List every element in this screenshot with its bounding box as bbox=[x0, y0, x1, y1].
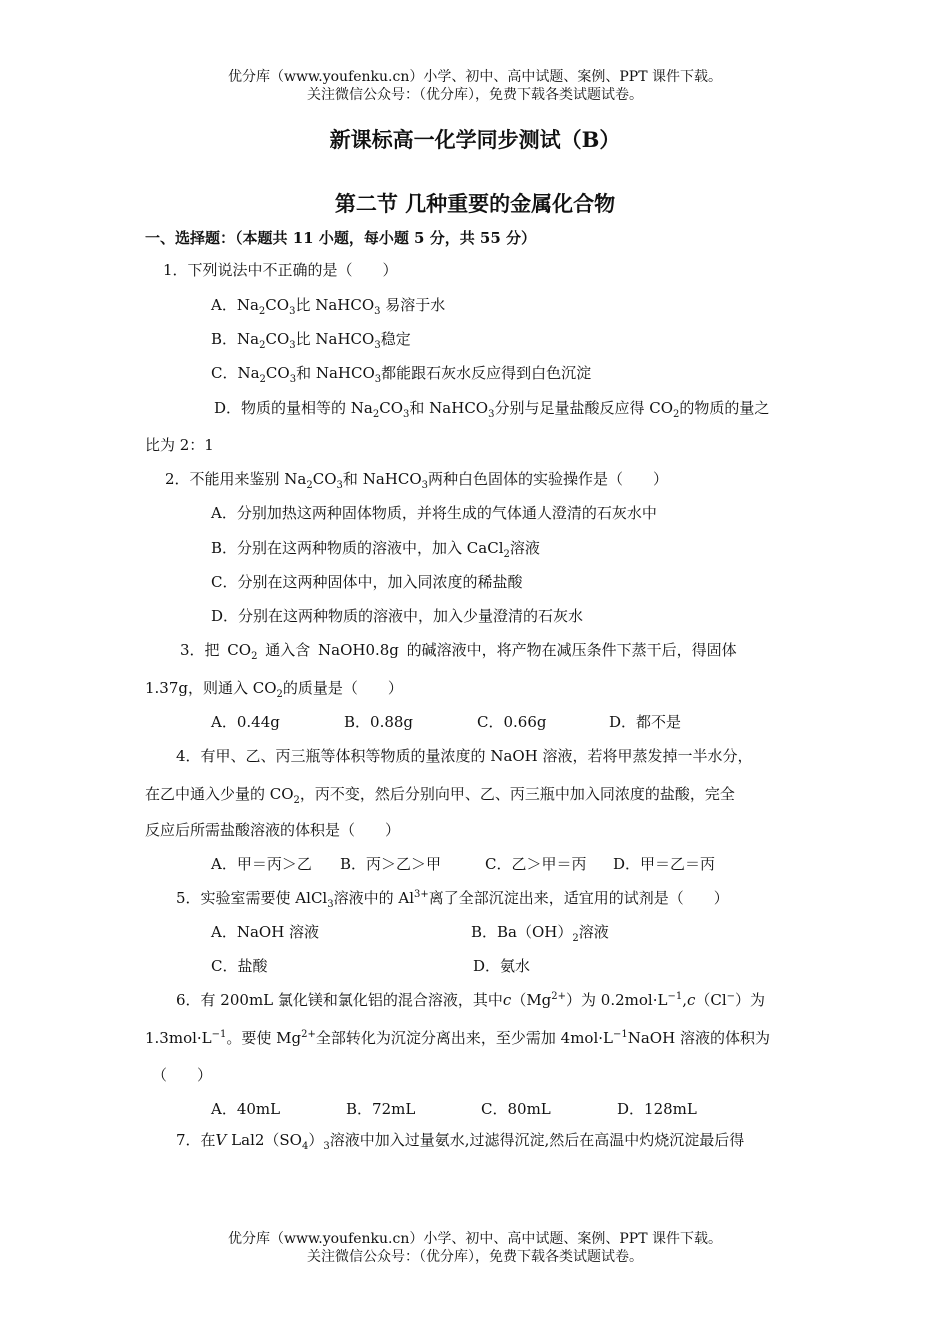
option-2d: D．分别在这两种物质的溶液中，加入少量澄清的石灰水 bbox=[211, 607, 584, 625]
question-5: 5．实验室需要使 AlCl$_3$溶液中的 $Al^{3+}$离了全部沉淀出来，适宜用的试剂是（ ） bbox=[176, 889, 729, 910]
document-title: 新课标高一化学同步测试（B） bbox=[329, 127, 621, 152]
question-6-blank: （ ） bbox=[152, 1066, 213, 1084]
section-title: 第二节 几种重要的金属化合物 bbox=[334, 191, 616, 216]
question-6-cont: $1.3mol\cdot L^{-1}$。要使 $Mg^{2+}$全部转化为沉淀分离出来，至少需加 $4mol\cdot L^{-1}NaOH$ 溶液的体积为 bbox=[145, 1029, 770, 1047]
option-5d: D．氨水 bbox=[473, 957, 531, 975]
option-5c: C．盐酸 bbox=[211, 957, 268, 975]
section-heading: 一、选择题：（本题共 11 小题，每小题 5 分，共 55 分） bbox=[145, 229, 537, 247]
option-3c: C．0.66g bbox=[477, 713, 547, 731]
option-2c: C．分别在这两种固体中，加入同浓度的稀盐酸 bbox=[211, 573, 523, 591]
header-line-2: 关注微信公众号：（优分库），免费下载各类试题试卷。 bbox=[307, 87, 643, 103]
question-2: 2．不能用来鉴别 $Na_2CO_3$和 NaHCO$_3$两种白色固体的实验操作是（ ） bbox=[165, 470, 669, 491]
option-3b: B．0.88g bbox=[344, 713, 414, 731]
option-4b: B．丙＞乙＞甲 bbox=[340, 855, 442, 873]
option-1c: C．$Na_2CO_3$和 NaHCO$_3$都能跟石灰水反应得到白色沉淀 bbox=[211, 364, 592, 385]
option-6d: D．128mL bbox=[617, 1100, 697, 1118]
option-6b: B．72mL bbox=[346, 1100, 416, 1118]
question-3-cont: 1.37g，则通入 $CO_2$的质量是（ ） bbox=[145, 679, 403, 700]
question-7: 7．在V $Lal2(SO_4)_3$溶液中加入过量氨水,过滤得沉淀,然后在高温中灼烧沉淀最后得 bbox=[176, 1131, 745, 1152]
option-4c: C．乙＞甲＝丙 bbox=[485, 855, 587, 873]
option-4d: D．甲＝乙＝丙 bbox=[613, 855, 716, 873]
option-1a: A．$Na_2CO_3$比 NaHCO$_3$ 易溶于水 bbox=[211, 296, 446, 317]
question-1: 1．下列说法中不正确的是（ ） bbox=[163, 261, 398, 279]
option-6a: A．40mL bbox=[211, 1100, 281, 1118]
question-4-cont-2: 反应后所需盐酸溶液的体积是（ ） bbox=[145, 821, 401, 839]
option-1d-cont: 比为 2：1 bbox=[145, 436, 214, 454]
option-6c: C．80mL bbox=[481, 1100, 551, 1118]
question-4-cont-1: 在乙中通入少量的 $CO_2$，丙不变，然后分别向甲、乙、丙三瓶中加入同浓度的盐酸，完全 bbox=[145, 785, 735, 806]
option-2a: A．分别加热这两种固体物质，并将生成的气体通人澄清的石灰水中 bbox=[211, 504, 657, 522]
option-5a: A．NaOH 溶液 bbox=[211, 923, 320, 941]
question-6: 6．有 200mL 氯化镁和氯化铝的混合溶液，其中$c(Mg^{2+})$为 $0.2mol\cdot L^{-1},c(Cl^-)$为 bbox=[176, 991, 766, 1009]
option-4a: A．甲＝丙＞乙 bbox=[211, 855, 312, 873]
question-3: 3．把 $CO_2$ 通入含 NaOH0.8g 的碱溶液中，将产物在减压条件下蒸干后，得固体 bbox=[180, 641, 737, 662]
option-1d: D．物质的量相等的 $Na_2CO_3$和 NaHCO$_3$分别与足量盐酸反应得 $CO_2$的物质的量之 bbox=[214, 399, 770, 420]
footer-line-2: 关注微信公众号：（优分库），免费下载各类试题试卷。 bbox=[307, 1249, 643, 1265]
question-4: 4．有甲、乙、丙三瓶等体积等物质的量浓度的 NaOH 溶液，若将甲蒸发掉一半水分， bbox=[176, 747, 753, 765]
footer-line-1: 优分库（www.youfenku.cn）小学、初中、高中试题、案例、PPT 课件下载。 bbox=[227, 1231, 722, 1247]
header-line-1: 优分库（www.youfenku.cn）小学、初中、高中试题、案例、PPT 课件下载。 bbox=[227, 69, 722, 85]
option-3d: D．都不是 bbox=[609, 713, 682, 731]
option-3a: A．0.44g bbox=[211, 713, 280, 731]
option-2b: B．分别在这两种物质的溶液中，加入 CaCl$_2$溶液 bbox=[211, 539, 540, 560]
option-5b: B．$Ba(OH)_2$溶液 bbox=[471, 923, 609, 944]
option-1b: B．$Na_2CO_3$比 NaHCO$_3$稳定 bbox=[211, 330, 411, 351]
